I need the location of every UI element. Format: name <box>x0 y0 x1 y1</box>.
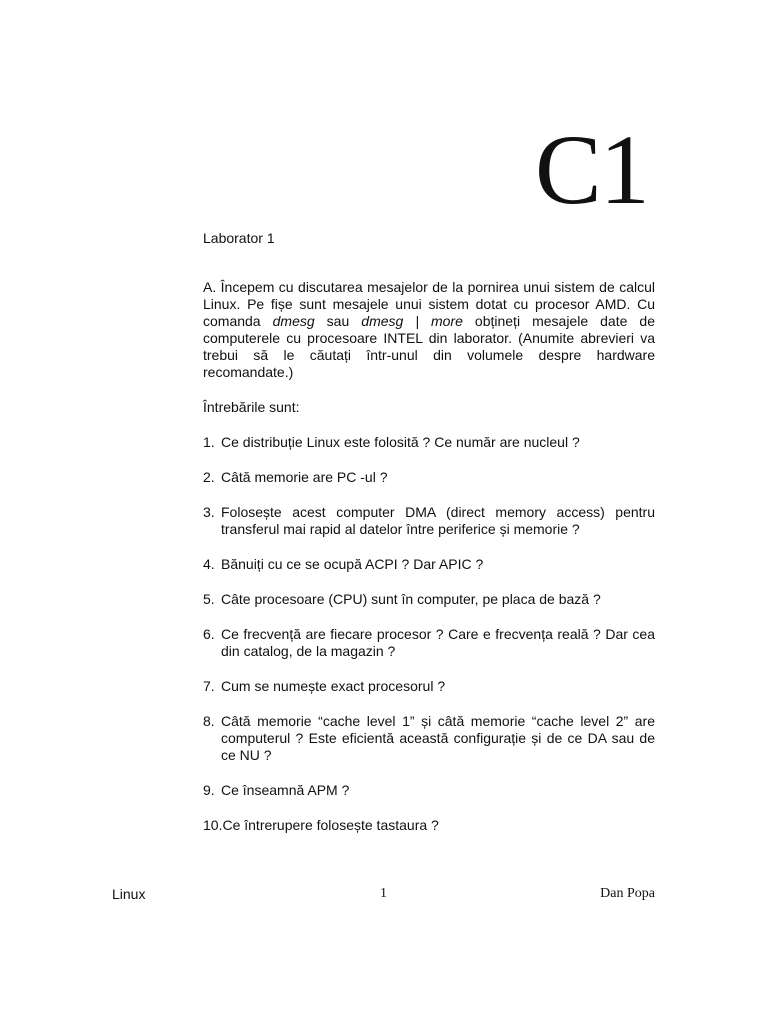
chapter-mark: C1 <box>535 114 648 225</box>
question-item <box>203 434 655 451</box>
question-text: Bănuiți cu ce se ocupă ACPI ? Dar APIC ? <box>221 556 484 572</box>
question-item <box>203 469 655 486</box>
question-number: 1. <box>203 434 215 450</box>
questions-heading: Întrebările sunt: <box>203 399 300 415</box>
intro-text: sau <box>314 313 362 329</box>
footer-author: Dan Popa <box>600 886 655 901</box>
command-dmesg-more: dmesg | more <box>361 313 463 329</box>
question-text: Ce întrerupere folosește tastaura ? <box>222 817 439 833</box>
question-item <box>203 817 655 834</box>
question-item <box>203 626 655 660</box>
question-number: 3. <box>203 504 215 520</box>
questions-list <box>203 434 655 834</box>
question-item <box>203 678 655 695</box>
lab-title: Laborator 1 <box>203 230 275 246</box>
question-item <box>203 556 655 573</box>
intro-text: A. Începem cu discutarea mesajelor de la pornirea unui sistem de calcul Linux. Pe fișe sunt mesajele unui sistem dotat cu procesor AMD. Cu comanda <box>203 279 655 329</box>
question-item <box>203 504 655 538</box>
question-number: 10. <box>203 817 223 833</box>
question-number: 7. <box>203 678 215 694</box>
footer-left: Linux <box>112 886 146 902</box>
question-item <box>203 782 655 799</box>
question-number: 6. <box>203 626 215 642</box>
question-text: Ce distribuție Linux este folosită ? Ce număr are nucleul ? <box>221 434 580 450</box>
question-text: Câtă memorie are PC -ul ? <box>221 469 388 485</box>
question-text: Cum se numește exact procesorul ? <box>221 678 446 694</box>
question-text: Ce înseamnă APM ? <box>221 782 350 798</box>
intro-text: obțineți mesajele date de computerele cu procesoare INTEL din laborator. (Anumite abrevieri va trebui să le căutați într-unul din volumele despre hardware recomandate.) <box>203 313 655 380</box>
question-number: 4. <box>203 556 215 572</box>
question-text: Câtă memorie “cache level 1” și câtă memorie “cache level 2” are computerul ? Este eficientă această configurație și de ce DA sau de ce NU ? <box>221 713 655 763</box>
question-number: 2. <box>203 469 215 485</box>
intro-paragraph <box>203 279 655 381</box>
question-number: 8. <box>203 713 215 729</box>
question-text: Folosește acest computer DMA (direct memory access) pentru transferul mai rapid al datelor între periferice și memorie ? <box>221 504 655 537</box>
question-item <box>203 591 655 608</box>
question-number: 9. <box>203 782 215 798</box>
document-body <box>203 279 655 834</box>
question-text: Ce frecvență are fiecare procesor ? Care e frecvența reală ? Dar cea din catalog, de la magazin ? <box>221 626 655 659</box>
page-number: 1 <box>380 886 387 901</box>
question-item <box>203 713 655 764</box>
command-dmesg: dmesg <box>272 313 315 329</box>
question-number: 5. <box>203 591 215 607</box>
question-text: Câte procesoare (CPU) sunt în computer, pe placa de bază ? <box>221 591 601 607</box>
